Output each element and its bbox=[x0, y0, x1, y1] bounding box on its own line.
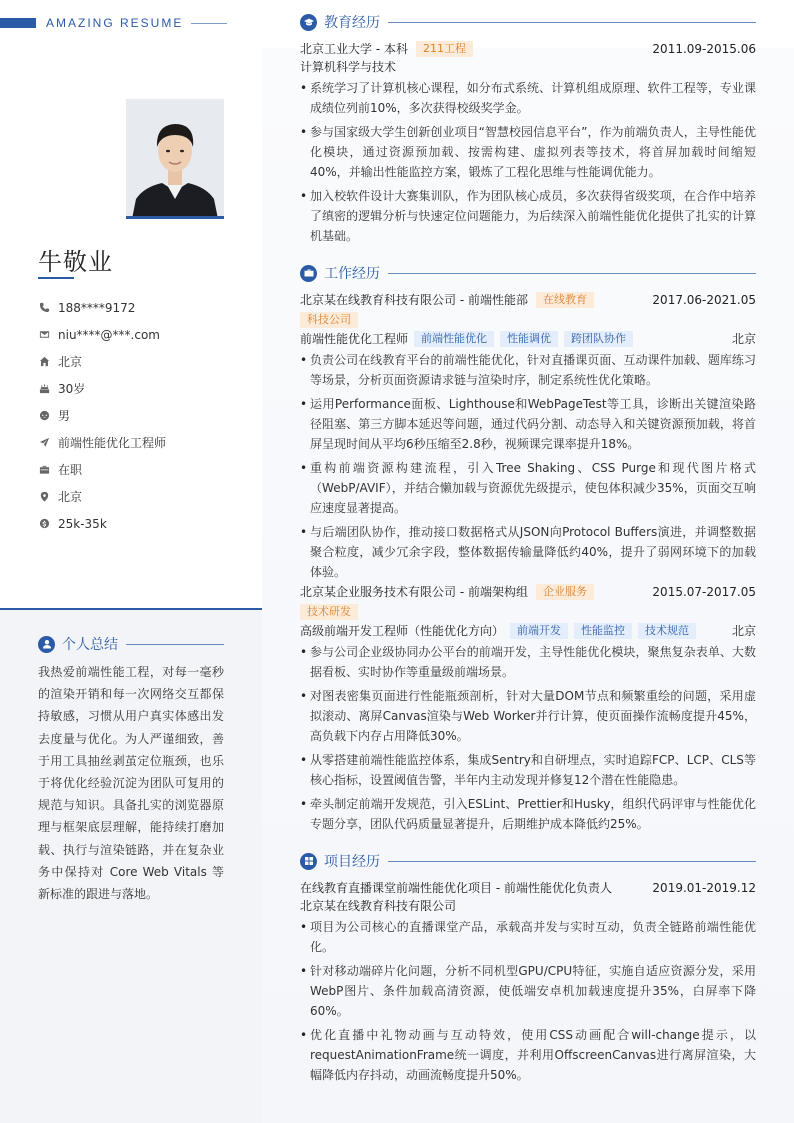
job-company-row bbox=[300, 291, 756, 309]
list-item: • 运用Performance面板、Lighthouse和WebPageTest等工具，诊断出关键渲染路径阻塞、第三方脚本延迟等问题，通过代码分割、动态导入和关键资源预加载，将首屏呈现时间从平均6秒压缩至2.8秒，视频课完课率提升18%。 bbox=[300, 394, 756, 454]
salary-icon bbox=[38, 518, 50, 530]
briefcase-icon bbox=[38, 464, 50, 476]
skill-tag: 跨团队协作 bbox=[564, 331, 633, 347]
phone-text: 188****9172 bbox=[58, 300, 136, 315]
brand-header bbox=[0, 16, 227, 30]
status-text: 在职 bbox=[58, 463, 83, 477]
project-row bbox=[300, 879, 756, 897]
list-item: • 负责公司在线教育平台的前端性能优化，针对直播课页面、互动课件加载、题库练习等场景，分析页面资源请求链与渲染时序，制定系统性优化策略。 bbox=[300, 350, 756, 390]
gender-text: 男 bbox=[58, 409, 71, 423]
summary-header bbox=[38, 634, 224, 654]
cake-icon bbox=[38, 383, 50, 395]
info-gender bbox=[38, 402, 238, 429]
info-location bbox=[38, 483, 238, 510]
info-email bbox=[38, 321, 238, 348]
projects-header bbox=[300, 851, 756, 871]
list-item: • 对图表密集页面进行性能瓶颈剖析，针对大量DOM节点和频繁重绘的问题，采用虚拟滚动、离屏Canvas渲染与Web Worker并行计算，使页面操作流畅度提升45%，高负载下内存占用降低30%。 bbox=[300, 686, 756, 746]
list-item: • 重构前端资源构建流程，引入Tree Shaking、CSS Purge和现代图片格式（WebP/AVIF），并结合懒加载与资源优先级提示，使包体积减少35%，页面交互响应速度显著提高。 bbox=[300, 458, 756, 518]
job-tag-row bbox=[300, 604, 756, 620]
education-date: 2011.09-2015.06 bbox=[652, 42, 756, 56]
education-block bbox=[300, 40, 756, 250]
projects-title: 项目经历 bbox=[324, 854, 380, 870]
home-text: 北京 bbox=[58, 355, 83, 369]
salary-text: 25k-35k bbox=[58, 516, 107, 531]
job-date: 2017.06-2021.05 bbox=[652, 293, 756, 307]
name-underline bbox=[38, 277, 74, 279]
info-status bbox=[38, 456, 238, 483]
work-header bbox=[300, 263, 756, 283]
skill-tag: 性能监控 bbox=[574, 623, 632, 639]
school-name: 北京工业大学 - 本科 bbox=[300, 42, 408, 56]
job-role: 前端性能优化工程师 bbox=[300, 332, 409, 346]
info-home bbox=[38, 348, 238, 375]
list-item: • 加入校软件设计大赛集训队，作为团队核心成员，多次获得省级奖项，在合作中培养了缜密的逻辑分析与快速定位问题能力，为后续深入前端性能优化提供了扎实的计算机基础。 bbox=[300, 186, 756, 246]
list-item: • 牵头制定前端开发规范，引入ESLint、Prettier和Husky，组织代码评审与性能优化专题分享，团队代码质量显著提升，后期维护成本降低约25%。 bbox=[300, 794, 756, 834]
grid-icon bbox=[300, 853, 317, 870]
user-icon bbox=[38, 636, 55, 653]
job-industry-tag: 企业服务 bbox=[536, 584, 594, 600]
summary-title: 个人总结 bbox=[62, 637, 118, 653]
project-block bbox=[300, 879, 756, 1089]
list-item: • 项目为公司核心的直播课堂产品，承载高并发与实时互动，负责全链路前端性能优化。 bbox=[300, 917, 756, 957]
profile-photo bbox=[126, 99, 224, 219]
contact-info-list bbox=[38, 294, 238, 537]
job-company: 北京某企业服务技术有限公司 - 前端架构组 bbox=[300, 585, 528, 599]
skill-tag: 前端性能优化 bbox=[414, 331, 494, 347]
job-company-type-tag: 技术研发 bbox=[300, 604, 358, 620]
job-city: 北京 bbox=[731, 624, 756, 638]
summary-rule bbox=[126, 644, 224, 645]
list-item: • 优化直播中礼物动画与互动特效，使用CSS动画配合will-change提示，以requestAnimationFrame统一调度，并利用OffscreenCanvas进行离屏渲染，大幅降低内存抖动，动画流畅度提升50%。 bbox=[300, 1025, 756, 1085]
job-block-1 bbox=[300, 291, 756, 586]
job-role-row bbox=[300, 622, 756, 640]
project-company: 北京某在线教育科技有限公司 bbox=[300, 899, 457, 913]
brand-line bbox=[191, 23, 227, 24]
major: 计算机科学与技术 bbox=[300, 60, 397, 74]
phone-icon bbox=[38, 302, 50, 314]
project-name: 在线教育直播课堂前端性能优化项目 - 前端性能优化负责人 bbox=[300, 881, 612, 895]
info-phone bbox=[38, 294, 238, 321]
summary-text: 我热爱前端性能工程，对每一毫秒的渲染开销和每一次网络交互都保持敏感，习惯从用户真实体感出发去度量与优化。为人严谨细致，善于用工具抽丝剥茧定位瓶颈，也乐于将优化经验沉淀为团队可复用的规范与知识。具备扎实的浏览器原理与框架底层理解，能持续打磨加载、执行与渲染链路，并在复杂业务中保持对 Core Web Vitals 等新标准的跟进与落地。 bbox=[38, 665, 224, 902]
brand-bar bbox=[0, 18, 36, 28]
list-item: • 参与公司企业级协同办公平台的前端开发，主导性能优化模块，聚焦复杂表单、大数据看板、实时协作等重量级前端场景。 bbox=[300, 642, 756, 682]
education-row bbox=[300, 40, 756, 58]
skill-tag: 技术规范 bbox=[638, 623, 696, 639]
age-text: 30岁 bbox=[58, 382, 86, 396]
face-icon bbox=[38, 410, 50, 422]
job-industry-tag: 在线教育 bbox=[536, 292, 594, 308]
education-rule bbox=[388, 22, 756, 23]
school-tag: 211工程 bbox=[416, 41, 473, 57]
work-rule bbox=[388, 273, 756, 274]
home-icon bbox=[38, 356, 50, 368]
skill-tag: 性能调优 bbox=[500, 331, 558, 347]
info-age bbox=[38, 375, 238, 402]
list-item: • 系统学习了计算机核心课程，如分布式系统、计算机组成原理、软件工程等，专业课成绩位列前10%，多次获得校级奖学金。 bbox=[300, 78, 756, 118]
skill-tag: 前端开发 bbox=[510, 623, 568, 639]
list-item: • 与后端团队协作，推动接口数据格式从JSON向Protocol Buffers演进，并调整数据聚合粒度，减少冗余字段，整体数据传输量降低约40%，提升了弱网环境下的加载体验。 bbox=[300, 522, 756, 582]
target-role-text: 前端性能优化工程师 bbox=[58, 436, 167, 450]
brand-text: AMAZING RESUME bbox=[46, 16, 184, 30]
info-target-role bbox=[38, 429, 238, 456]
job-city: 北京 bbox=[731, 332, 756, 346]
graduation-cap-icon bbox=[300, 14, 317, 31]
education-header bbox=[300, 12, 756, 32]
info-salary bbox=[38, 510, 238, 537]
list-item: • 参与国家级大学生创新创业项目“智慧校园信息平台”，作为前端负责人，主导性能优化模块，通过资源预加载、按需构建、虚拟列表等技术，将首屏加载时间缩短40%，并输出性能监控方案，锻炼了工程化思维与性能调优能力。 bbox=[300, 122, 756, 182]
education-major-row bbox=[300, 58, 756, 76]
location-icon bbox=[38, 491, 50, 503]
list-item: • 从零搭建前端性能监控体系，集成Sentry和自研埋点，实时追踪FCP、LCP、CLS等核心指标，设置阈值告警，半年内主动发现并修复12个潜在性能隐患。 bbox=[300, 750, 756, 790]
job-role-row bbox=[300, 330, 756, 348]
projects-rule bbox=[388, 861, 756, 862]
candidate-name: 牛敬业 bbox=[38, 248, 113, 276]
project-company-row bbox=[300, 897, 756, 915]
education-bullets bbox=[300, 78, 756, 246]
job-block-2 bbox=[300, 583, 756, 838]
list-item: • 针对移动端碎片化问题，分析不同机型GPU/CPU特征，实施自适应资源分发，采用WebP图片、条件加载高清资源，使低端安卓机加载速度提升35%，白屏率下降60%。 bbox=[300, 961, 756, 1021]
email-text: niu****@***.com bbox=[58, 327, 160, 342]
work-title: 工作经历 bbox=[324, 266, 380, 282]
job-role: 高级前端开发工程师（性能优化方向） bbox=[300, 624, 505, 638]
job-company-row bbox=[300, 583, 756, 601]
job-date: 2015.07-2017.05 bbox=[652, 585, 756, 599]
project-bullets bbox=[300, 917, 756, 1085]
job-bullets bbox=[300, 350, 756, 582]
job-tag-row bbox=[300, 312, 756, 328]
job-company: 北京某在线教育科技有限公司 - 前端性能部 bbox=[300, 293, 528, 307]
job-bullets bbox=[300, 642, 756, 834]
mail-icon bbox=[38, 329, 50, 341]
briefcase-icon bbox=[300, 265, 317, 282]
location-text: 北京 bbox=[58, 490, 83, 504]
project-date: 2019.01-2019.12 bbox=[652, 881, 756, 895]
job-company-type-tag: 科技公司 bbox=[300, 312, 358, 328]
send-icon bbox=[38, 437, 50, 449]
education-title: 教育经历 bbox=[324, 15, 380, 31]
